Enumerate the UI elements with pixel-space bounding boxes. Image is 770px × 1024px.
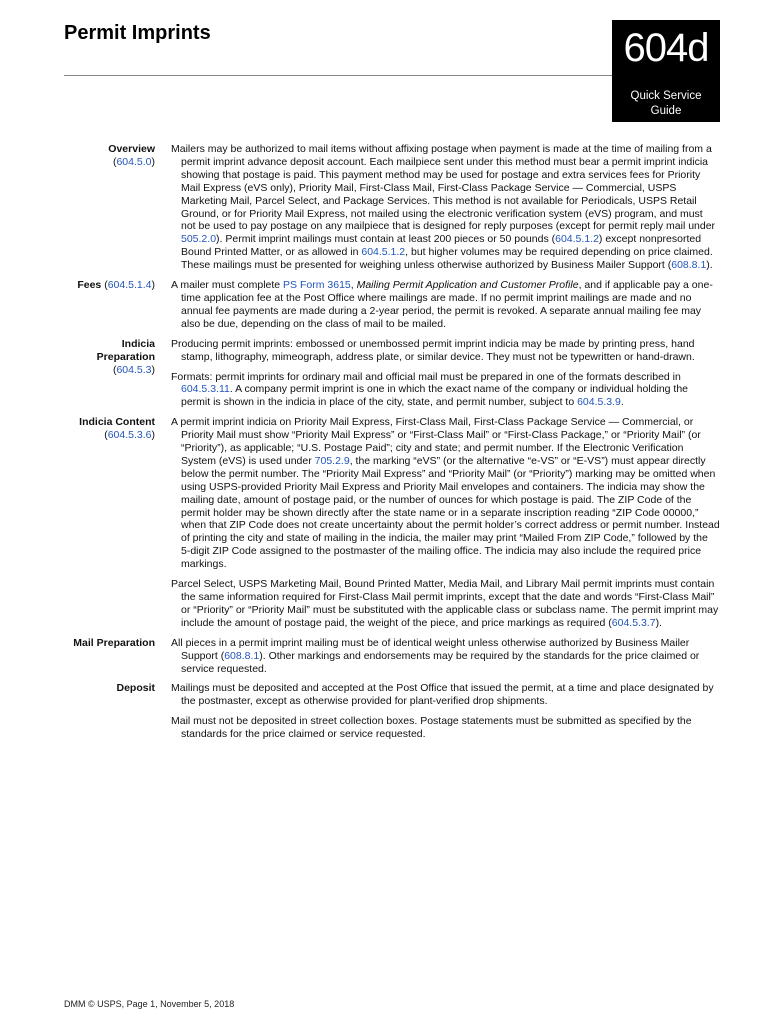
fees-ref-link[interactable]: 604.5.1.4 [107,279,152,292]
section-label: Indicia Content (604.5.3.6) [79,416,155,442]
section-label: Fees (604.5.1.4) [77,279,155,292]
form-link[interactable]: PS Form 3615 [283,279,351,292]
deposit-label: Deposit [116,682,155,695]
ref-link[interactable]: 705.2.9 [314,454,350,467]
ref-link[interactable]: 604.5.3.11 [181,383,230,396]
badge-number: 604d [623,26,709,70]
section-deposit [52,682,720,748]
paragraph: Parcel Select, USPS Marketing Mail, Bound Printed Matter, Media Mail, and Library Mail permit imprints must contain the same information required for First-Class Mail permit imprints, except that the date and words “First-Class Mail” or “Priority” or “Priority Mail” must be substituted with the applicable class or subclass name. The permit imprint may include the amount of postage paid, the weight of the piece, and price markings as required (604.5.3.7). [171,578,719,629]
section-label: Indicia Preparation (604.5.3) [96,337,155,376]
section-label [52,682,155,748]
content-label: Indicia Content [79,416,155,429]
section-label [52,637,155,683]
mailprep-label: Mail Preparation [73,636,155,649]
paragraph: Mail must not be deposited in street collection boxes. Postage statements must be submitted as specified by the standards for the price claimed or service requested. [171,715,692,741]
paragraph: Producing permit imprints: embossed or unembossed permit imprint indicia may be made by printing press, hand stamp, lithography, mimeograph, address plate, or similar device. They must not be typewritten or hand-drawn. [171,337,695,363]
section-label: Overview (604.5.0) [108,143,155,168]
section-body [171,682,720,748]
ref-link[interactable]: 604.5.1.2 [361,246,406,259]
section-body [171,637,720,683]
ref-link[interactable]: 608.8.1 [224,649,260,662]
section-badge [612,20,720,122]
ref-link[interactable]: 604.5.3.9 [577,396,621,409]
section-fees [52,279,720,338]
paragraph: Formats: permit imprints for ordinary mail and official mail must be prepared in one of the formats described in 604.5.3.11. A company permit imprint is one in which the exact name of the company or individual holding the permit is shown in the indicia in place of the city, state, and permit number, subject to 604.5.3.9. [171,370,689,409]
section-overview [52,143,720,279]
badge-line-2: Guide [650,105,682,117]
paragraph: All pieces in a permit imprint mailing must be of identical weight unless otherwise authorized by Business Mailer Support (608.8.1). Other markings and endorsements may be required by the standards for the price claimed or service requested. [171,636,700,675]
paragraph: A permit imprint indicia on Priority Mail Express, First-Class Mail, First-Class Package Service — Commercial, or Priority Mail must show “Priority Mail Express” or “First-Class Mail” or “First-Class Package,” or “Priority Mail” (or “Priority”), as applicable; “U.S. Postage Paid”; city and state; and permit number. If the Electronic Verification System (eVS) is used under 705.2.9, the marking “eVS” (or the alternative “e-VS” or “E-VS”) must appear directly below the permit number. The “Priority Mail Express” and “Priority Mail” (or “Priority”) marking may be omitted when using USPS-provided Priority Mail Express and Priority Mail envelopes and containers. The indicia may show the mailing date, amount of postage paid, or the number of ounces for which postage is paid. The ZIP Code of the permit holder may be shown directly after the state name or in a separate inscription reading “ZIP Code 00000,” when that ZIP Code does not create uncertainty about the permit holder’s correct address or permit number. Instead of printing the city and state of mailing in the indicia, the mailer may print “Mailed From ZIP Code,” followed by the 5-digit ZIP Code assigned to the postmaster of the mailing office. The indicia may also include the required price markings. [171,416,720,571]
page-title: Permit Imprints [64,22,211,44]
ref-link[interactable]: 604.5.3.7 [611,616,656,629]
page-footer: DMM © USPS, Page 1, November 5, 2018 [64,999,235,1009]
prep-ref-link[interactable]: 604.5.3 [116,363,152,376]
prep-label-line-1: Indicia [121,337,155,350]
badge-subtitle [612,89,720,119]
section-body [171,143,720,279]
prep-label-line-2: Preparation [96,350,155,363]
section-mail-preparation [52,637,720,683]
section-indicia-preparation [52,338,720,417]
fees-label: Fees [77,279,102,292]
badge-line-1: Quick Service [630,90,702,102]
content-ref-link[interactable]: 604.5.3.6 [107,429,152,442]
title-rule [64,75,612,76]
paragraph: A mailer must complete PS Form 3615, Mailing Permit Application and Customer Profile, and if applicable pay a one-time application fee at the Post Office where mailings are made. If no permit imprint mailings are made and no annual fee payments are made during a 2-year period, the permit is revoked. A separate annual mailing fee may also be due, depending on the class of mail to be mailed. [171,279,713,330]
ref-link[interactable]: 604.5.1.2 [555,233,599,246]
overview-label: Overview [108,143,155,155]
ref-link[interactable]: 608.8.1 [671,259,707,272]
section-body [171,279,720,338]
paragraph: Mailings must be deposited and accepted at the Post Office that issued the permit, at a time and place designated by the postmaster, except as otherwise provided for plant-verified drop shipments. [171,682,714,708]
section-indicia-content [52,416,720,637]
section-body [171,338,720,417]
overview-ref-link[interactable]: 604.5.0 [116,155,152,168]
ref-link[interactable]: 505.2.0 [181,233,217,246]
document-body [52,143,720,748]
paragraph: Mailers may be authorized to mail items without affixing postage when payment is made at the time of mailing from a permit imprint advance deposit account. Each mailpiece sent under this method must bear a permit imprint indicia showing that postage is paid. This payment method may be used for postage and extra services fees for Priority Mail Express (eVS only), Priority Mail, First-Class Mail, First-Class Package Service — Commercial, USPS Marketing Mail, Parcel Select, and Package Services. This method is not available for Periodicals, USPS Retail Ground, or for Priority Mail Express, not mailed using the electronic verification system (eVS) program, and must not be used to pay postage on any mailpiece that is designed for reply purposes (except for permit reply mail under 505.2.0). Permit imprint mailings must contain at least 200 pieces or 50 pounds (604.5.1.2) except nonpresorted Bound Printed Matter, or as allowed in 604.5.1.2, but higher volumes may be required depending on price claimed. These mailings must be presented for weighing unless otherwise authorized by Business Mailer Support (608.8.1). [171,143,716,272]
section-body [171,416,720,637]
